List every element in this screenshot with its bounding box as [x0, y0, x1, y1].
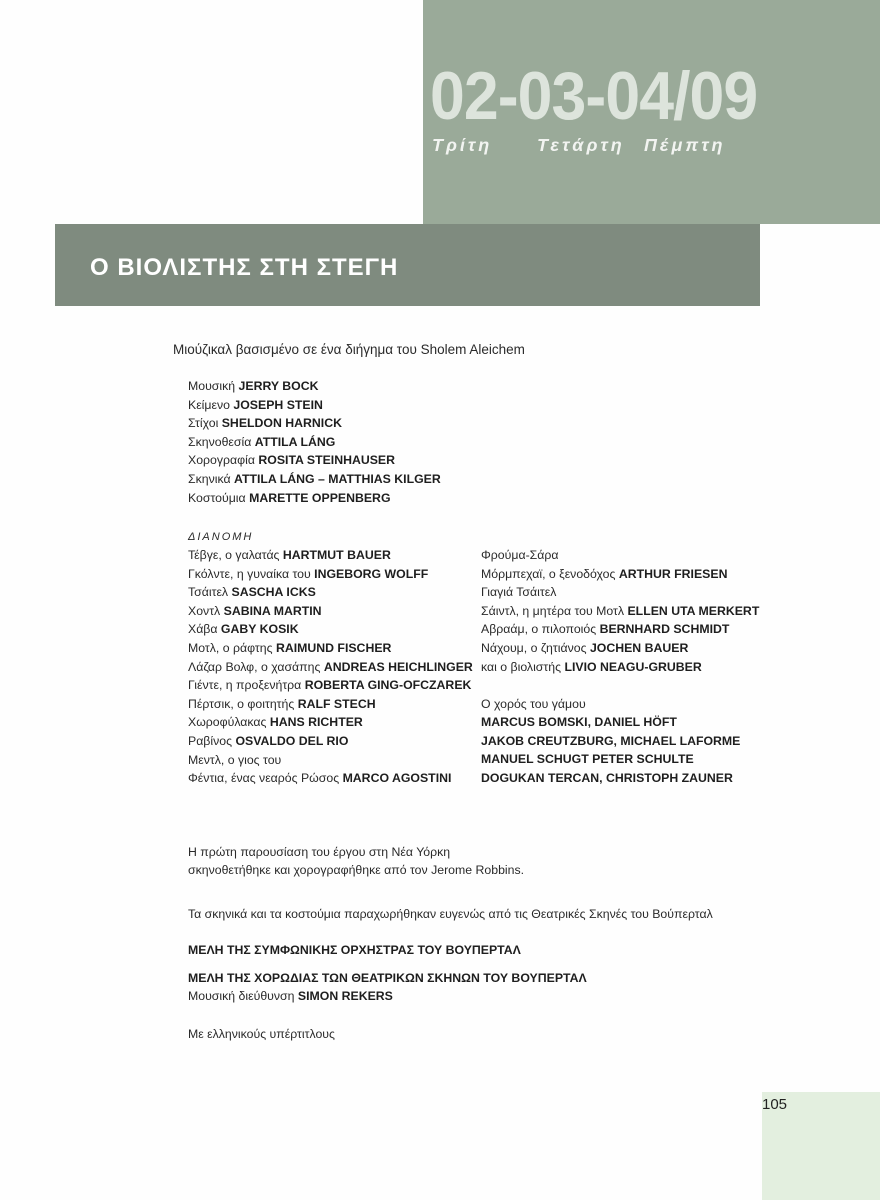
credit-row-role: Σκηνοθεσία — [188, 434, 252, 449]
premiere-note-line-2: σκηνοθετήθηκε και χορογραφήθηκε από τον Jerome Robbins. — [188, 863, 525, 877]
cast-row — [188, 583, 316, 601]
cast-row-name: BERNHARD SCHMIDT — [599, 622, 730, 637]
day-thursday: Πέμπτη — [644, 135, 726, 155]
day-tuesday: Τρίτη — [432, 135, 493, 155]
sets-note: Τα σκηνικά και τα κοστούμια παραχωρήθηκαν ευγενώς από τις Θεατρικές Σκηνές του Βούπερταλ — [188, 907, 713, 921]
cast-row-role: και ο βιολιστής — [481, 659, 562, 674]
credit-row-name: SHELDON HARNICK — [221, 416, 342, 431]
cast-row — [481, 658, 702, 676]
subtitles-note: Με ελληνικούς υπέρτιτλους — [188, 1027, 335, 1041]
credit-row — [188, 396, 323, 414]
cast-row-name: SABINA MARTIN — [223, 603, 322, 618]
credit-row-name: JERRY BOCK — [238, 379, 319, 393]
cast-row — [188, 620, 299, 638]
cast-row-role: Χοντλ — [188, 603, 221, 618]
wedding-dancers-row: MANUEL SCHUGT PETER SCHULTE — [481, 752, 694, 767]
cast-row — [188, 658, 473, 676]
cast-row-name: HARTMUT BAUER — [282, 548, 391, 562]
cast-row-role: Μόρμπεχαϊ, ο ξενοδόχος — [481, 566, 616, 581]
credit-row-name: ATTILA LÁNG – MATTHIAS KILGER — [234, 472, 441, 486]
cast-row-role: Φρούμα-Σάρα — [481, 548, 559, 562]
credit-row-name: ATTILA LÁNG — [254, 434, 336, 449]
credit-row-name: ROSITA STEINHAUSER — [258, 453, 396, 468]
cast-row-role: Ραβίνος — [188, 734, 233, 748]
cast-row — [188, 565, 428, 583]
credit-row — [188, 377, 319, 395]
cast-row — [188, 639, 391, 657]
cast-row-name: MARCO AGOSTINI — [342, 771, 452, 786]
wedding-dance-heading: Ο χορός του γάμου — [481, 697, 586, 711]
cast-row-name: ANDREAS HEICHLINGER — [323, 659, 473, 674]
cast-row-role: Μοτλ, ο ράφτης — [188, 641, 273, 655]
credit-row-name: JOSEPH STEIN — [233, 397, 323, 412]
orchestra-heading: ΜΕΛΗ ΤΗΣ ΣΥΜΦΩΝΙΚΗΣ ΟΡΧΗΣΤΡΑΣ ΤΟΥ ΒΟΥΠΕΡΤΑΛ — [188, 943, 521, 957]
credit-row-role: Κείμενο — [188, 397, 230, 412]
choir-heading: ΜΕΛΗ ΤΗΣ ΧΟΡΩΔΙΑΣ ΤΩΝ ΘΕΑΤΡΙΚΩΝ ΣΚΗΝΩΝ ΤΟΥ ΒΟΥΠΕΡΤΑΛ — [188, 971, 587, 985]
cast-row-role: Τέβγε, ο γαλατάς — [188, 548, 280, 562]
credit-row — [188, 451, 395, 469]
credit-row-role: Στίχοι — [188, 416, 219, 431]
cast-row-role: Φέντια, ένας νεαρός Ρώσος — [188, 771, 340, 786]
cast-heading: ΔΙΑΝΟΜΗ — [188, 531, 254, 543]
cast-row-role: Γιαγιά Τσάιτελ — [481, 585, 557, 600]
wedding-dancers-row: MARCUS BOMSKI, DANIEL HÖFT — [481, 715, 677, 729]
cast-row-name: ARTHUR FRIESEN — [618, 566, 728, 581]
cast-row-role: Γιέντε, η προξενήτρα — [188, 678, 302, 693]
cast-row-role: Χωροφύλακας — [188, 715, 267, 730]
cast-row-name: SASCHA ICKS — [231, 585, 316, 600]
cast-row-role: Τσάιτελ — [188, 585, 229, 600]
cast-row — [481, 546, 558, 564]
credit-row — [188, 433, 335, 451]
cast-row-role: Αβραάμ, ο πιλοποιός — [481, 622, 597, 637]
cast-row — [188, 769, 451, 787]
credit-row-role: Μουσική — [188, 379, 236, 393]
credit-row — [188, 489, 391, 507]
cast-row-role: Σάιντλ, η μητέρα του Μοτλ — [481, 603, 625, 618]
cast-row — [188, 602, 322, 620]
cast-row — [188, 695, 376, 713]
credit-row-name: MARETTE OPPENBERG — [249, 490, 391, 505]
cast-row-name: JOCHEN BAUER — [589, 641, 689, 655]
cast-row — [188, 732, 348, 750]
cast-row — [481, 583, 556, 601]
cast-row-role: Νάχουμ, ο ζητιάνος — [481, 641, 587, 655]
cast-row-name: ELLEN UTA MERKERT — [627, 603, 760, 618]
credit-row — [188, 470, 441, 488]
credit-row — [188, 414, 342, 432]
cast-row-name: GABY KOSIK — [220, 622, 299, 637]
music-direction-name: SIMON REKERS — [297, 989, 393, 1003]
cast-row-role: Χάβα — [188, 622, 218, 637]
cast-row-role: Πέρτσικ, ο φοιτητής — [188, 696, 295, 711]
credit-row-role: Σκηνικά — [188, 472, 231, 486]
cast-row-name: LIVIO NEAGU-GRUBER — [564, 659, 702, 674]
cast-row — [188, 713, 363, 731]
cast-row-name: INGEBORG WOLFF — [314, 566, 429, 581]
cast-row — [481, 602, 759, 620]
subtitle: Μιούζικαλ βασισμένο σε ένα διήγημα του Sholem Aleichem — [173, 342, 525, 357]
cast-row-name: RALF STECH — [297, 696, 376, 711]
cast-row — [481, 565, 727, 583]
cast-row — [188, 751, 281, 769]
cast-row-name: OSVALDO DEL RIO — [235, 734, 349, 748]
credit-row-role: Κοστούμια — [188, 490, 246, 505]
cast-row — [481, 620, 729, 638]
premiere-note-line-1: Η πρώτη παρουσίαση του έργου στη Νέα Υόρκη — [188, 845, 451, 859]
page-title: Ο ΒΙΟΛΙΣΤΗΣ ΣΤΗ ΣΤΕΓΗ — [90, 254, 399, 281]
cast-row-name: RAIMUND FISCHER — [275, 641, 392, 655]
cast-row — [188, 676, 471, 694]
page-number: 105 — [762, 1096, 788, 1113]
credit-row-role: Χορογραφία — [188, 453, 255, 468]
music-direction — [188, 987, 393, 1005]
day-wednesday: Τετάρτη — [537, 135, 625, 155]
cast-row-name: HANS RICHTER — [269, 715, 363, 730]
cast-row-name: ROBERTA GING-OFCZAREK — [304, 678, 472, 693]
performance-dates: 02-03-04/09 — [430, 58, 758, 134]
cast-row-role: Λάζαρ Βολφ, ο χασάπης — [188, 659, 321, 674]
wedding-dancers-row: JAKOB CREUTZBURG, MICHAEL LAFORME — [481, 733, 741, 748]
cast-row-role: Γκόλντε, η γυναίκα του — [188, 566, 311, 581]
cast-row — [481, 639, 688, 657]
wedding-dancers-row: DOGUKAN TERCAN, CHRISTOPH ZAUNER — [481, 770, 733, 785]
music-direction-role: Μουσική διεύθυνση — [188, 989, 295, 1003]
cast-row-role: Μεντλ, ο γιος του — [188, 752, 282, 767]
cast-row — [188, 546, 391, 564]
